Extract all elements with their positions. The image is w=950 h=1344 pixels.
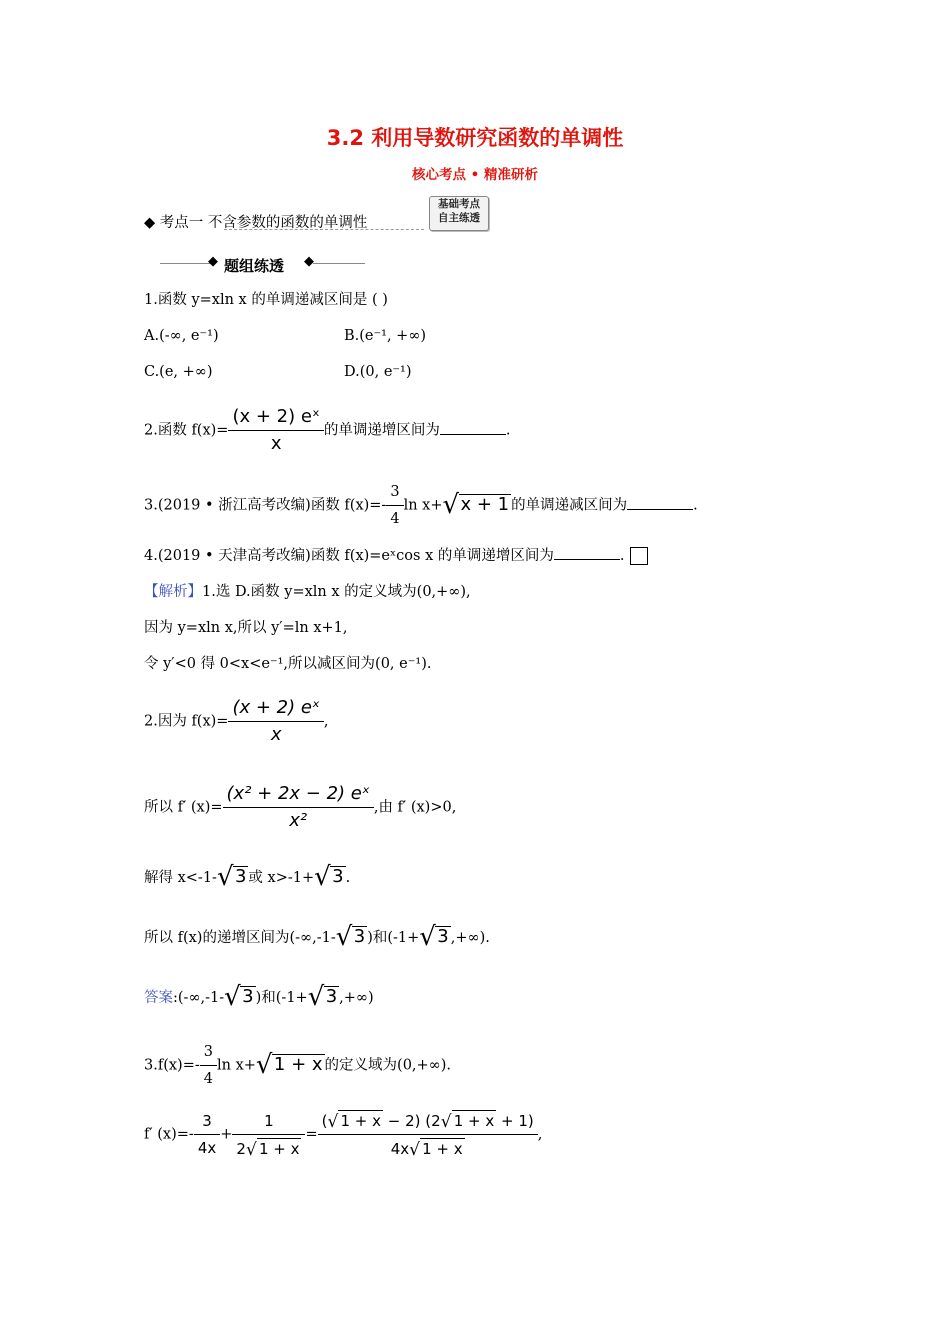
q4-blank bbox=[554, 545, 620, 560]
sol-s9-f3-den-rad: 1 + x bbox=[422, 1140, 463, 1158]
answer-checkbox[interactable] bbox=[630, 547, 648, 565]
sol-s8-fraction bbox=[200, 1042, 217, 1089]
ans-sqrt2: √ 3 bbox=[307, 982, 338, 1012]
ans-r2: 3 bbox=[325, 986, 338, 1007]
solution-tag: 【解析】 bbox=[144, 584, 202, 600]
sol-s4-fraction bbox=[228, 698, 323, 745]
sol-s9-f1-den: 4x bbox=[197, 1139, 217, 1157]
sol-s8 bbox=[144, 1042, 451, 1089]
sol-s7-sqrt2: √ 3 bbox=[419, 922, 449, 952]
sol-s8-rad: 1 + x bbox=[273, 1053, 323, 1075]
q3 bbox=[144, 482, 698, 529]
sol-s4-pre: 2.因为 f(x)= bbox=[144, 713, 229, 730]
sol-s9-eq: = bbox=[305, 1126, 318, 1143]
q2-fraction bbox=[228, 407, 323, 454]
page-title: 3.2 利用导数研究函数的单调性 bbox=[326, 126, 624, 150]
answer-tag: 答案 bbox=[144, 990, 173, 1006]
sol-s8-mid: ln x+ bbox=[216, 1057, 256, 1074]
sol-s7-r2: 3 bbox=[437, 926, 449, 947]
section-label: 考点一 不含参数的函数的单调性 bbox=[159, 215, 368, 231]
sol-s9-f3-num-b: − 2) (2 bbox=[383, 1112, 441, 1130]
group-rule-right bbox=[313, 263, 365, 264]
diamond-icon: ◆ bbox=[144, 215, 156, 231]
group-diamond-icon-left: ◆ bbox=[208, 254, 218, 269]
sol-s7-b: )和(-1+ bbox=[367, 930, 420, 946]
ans-b: )和(-1+ bbox=[255, 990, 308, 1006]
q2-den: x bbox=[270, 433, 282, 454]
q2 bbox=[144, 407, 511, 454]
sol-s9-f2-sqrt: √ 1 + x bbox=[245, 1139, 300, 1160]
sol-s9-f3-den bbox=[318, 1135, 538, 1159]
section-badge bbox=[429, 196, 489, 231]
sol-s7-a: 所以 f(x)的递增区间为(-∞,-1- bbox=[144, 930, 336, 946]
group-label: 题组练透 bbox=[224, 257, 285, 275]
sol-s1: 1.选 D.函数 y=xln x 的定义域为(0,+∞), bbox=[202, 584, 471, 600]
sol-s8-sqrt: √ 1 + x bbox=[255, 1049, 323, 1080]
ans-c: ,+∞) bbox=[339, 990, 374, 1006]
sol-s9-f3-rad1: 1 + x bbox=[340, 1112, 382, 1130]
sol-line1 bbox=[144, 582, 471, 602]
sol-s9-f3-den-sqrt: √ 1 + x bbox=[409, 1140, 463, 1160]
sol-s6 bbox=[144, 862, 351, 892]
q3-sqrt: √ x + 1 bbox=[442, 489, 510, 520]
section-underline bbox=[224, 229, 424, 230]
sol-s4-post: , bbox=[323, 713, 329, 730]
sol-s8-pre: 3.f(x)=- bbox=[144, 1057, 200, 1074]
q3-radicand: x + 1 bbox=[460, 493, 510, 515]
q3-pre: 3.(2019 • 浙江高考改编)函数 f(x)=- bbox=[144, 497, 387, 514]
badge-line1: 基础考点 bbox=[438, 198, 480, 210]
sol-s9-frac3 bbox=[318, 1110, 538, 1159]
sol-s7-sqrt1: √ 3 bbox=[335, 922, 366, 952]
sol-s9-frac1 bbox=[194, 1111, 220, 1158]
sol-s4-den: x bbox=[270, 724, 282, 745]
q2-pre: 2.函数 f(x)= bbox=[144, 422, 229, 439]
sol-s5 bbox=[144, 784, 456, 831]
q3-end: . bbox=[693, 497, 698, 514]
ans-a: :(-∞,-1- bbox=[173, 990, 225, 1006]
sol-s6-r2: 3 bbox=[332, 866, 344, 887]
sol-s9-plus: + bbox=[220, 1126, 233, 1143]
q1-option-c: C.(e, +∞) bbox=[144, 364, 213, 380]
q2-blank bbox=[440, 420, 506, 435]
q3-post: 的单调递减区间为 bbox=[511, 497, 628, 514]
sol-s5-post: ,由 f′ (x)>0, bbox=[373, 799, 457, 816]
q4 bbox=[144, 545, 648, 566]
sol-s9 bbox=[144, 1110, 542, 1159]
ans-r1: 3 bbox=[242, 986, 254, 1007]
sol-s9-f3-num-a: ( bbox=[321, 1112, 328, 1130]
sol-s8-num: 3 bbox=[200, 1042, 217, 1066]
sol-s9-f2-num: 1 bbox=[232, 1111, 305, 1135]
q4-text: 4.(2019 • 天津高考改编)函数 f(x)=eˣcos x 的单调递增区间为 bbox=[144, 548, 554, 564]
ans-sqrt1: √ 3 bbox=[224, 982, 254, 1012]
sol-s6-r1: 3 bbox=[234, 866, 247, 887]
sol-s6-sqrt1: √ 3 bbox=[216, 862, 247, 892]
sol-s6-b: 或 x>-1+ bbox=[248, 870, 315, 886]
sol-s6-c: . bbox=[345, 870, 351, 886]
q1-option-b: B.(e⁻¹, +∞) bbox=[344, 328, 427, 344]
sol-s6-a: 解得 x<-1- bbox=[144, 870, 217, 886]
section-heading bbox=[144, 213, 367, 233]
group-diamond-icon-right: ◆ bbox=[304, 254, 314, 269]
q2-num: (x + 2) eˣ bbox=[228, 407, 323, 431]
q3-fraction bbox=[386, 482, 403, 529]
sol-s9-f3-sqrt2: √ 1 + x bbox=[440, 1112, 495, 1132]
q1-stem: 1.函数 y=xln x 的单调递减区间是 ( ) bbox=[144, 292, 388, 308]
sol-s5-den: x² bbox=[289, 810, 308, 831]
sol-s7-c: ,+∞). bbox=[450, 930, 490, 946]
sol-s9-f3-num bbox=[318, 1110, 538, 1135]
sol-s4 bbox=[144, 698, 329, 745]
sol-s8-den: 4 bbox=[203, 1071, 213, 1087]
sol-s9-f2-den-a: 2 bbox=[236, 1139, 246, 1158]
q2-post: 的单调递增区间为 bbox=[323, 422, 440, 439]
sol-s9-f3-num-c: + 1) bbox=[496, 1112, 534, 1130]
page-subtitle: 核心考点 • 精准研析 bbox=[411, 167, 539, 183]
sol-s9-f1-num: 3 bbox=[194, 1111, 220, 1135]
sol-s5-pre: 所以 f′ (x)= bbox=[144, 799, 223, 816]
q3-blank bbox=[627, 495, 693, 510]
sol-s9-frac2 bbox=[232, 1111, 305, 1159]
sol-s9-f3-sqrt1: √ 1 + x bbox=[327, 1112, 382, 1132]
sol-s9-pre: f′ (x)=- bbox=[144, 1126, 194, 1143]
sol-s8-post: 的定义域为(0,+∞). bbox=[324, 1057, 452, 1074]
sol-s9-f2-rad: 1 + x bbox=[258, 1139, 300, 1158]
sol-answer bbox=[144, 982, 374, 1012]
sol-s9-f3-den-a: 4x bbox=[390, 1140, 410, 1158]
sol-s9-f2-den bbox=[232, 1135, 305, 1159]
sol-s9-f3-rad2: 1 + x bbox=[453, 1112, 495, 1130]
sol-s3: 令 y′<0 得 0<x<e⁻¹,所以减区间为(0, e⁻¹). bbox=[144, 656, 432, 672]
sol-s7 bbox=[144, 922, 490, 952]
badge-line2: 自主练透 bbox=[438, 212, 480, 224]
q1-option-d: D.(0, e⁻¹) bbox=[344, 364, 412, 380]
q2-end: . bbox=[505, 422, 511, 439]
sol-s5-fraction bbox=[223, 784, 374, 831]
group-rule-left bbox=[160, 263, 212, 264]
sol-s9-post: , bbox=[537, 1126, 543, 1143]
sol-s4-num: (x + 2) eˣ bbox=[228, 698, 323, 722]
q3-den: 4 bbox=[390, 511, 400, 527]
sol-s6-sqrt2: √ 3 bbox=[314, 862, 344, 892]
q4-end: . bbox=[619, 548, 625, 564]
sol-s2: 因为 y=xln x,所以 y′=ln x+1, bbox=[144, 620, 348, 636]
sol-s7-r1: 3 bbox=[353, 926, 366, 947]
sol-s5-num: (x² + 2x − 2) eˣ bbox=[223, 784, 374, 808]
q3-num: 3 bbox=[386, 482, 403, 506]
q3-mid: ln x+ bbox=[403, 497, 443, 514]
q1-option-a: A.(-∞, e⁻¹) bbox=[144, 328, 219, 344]
